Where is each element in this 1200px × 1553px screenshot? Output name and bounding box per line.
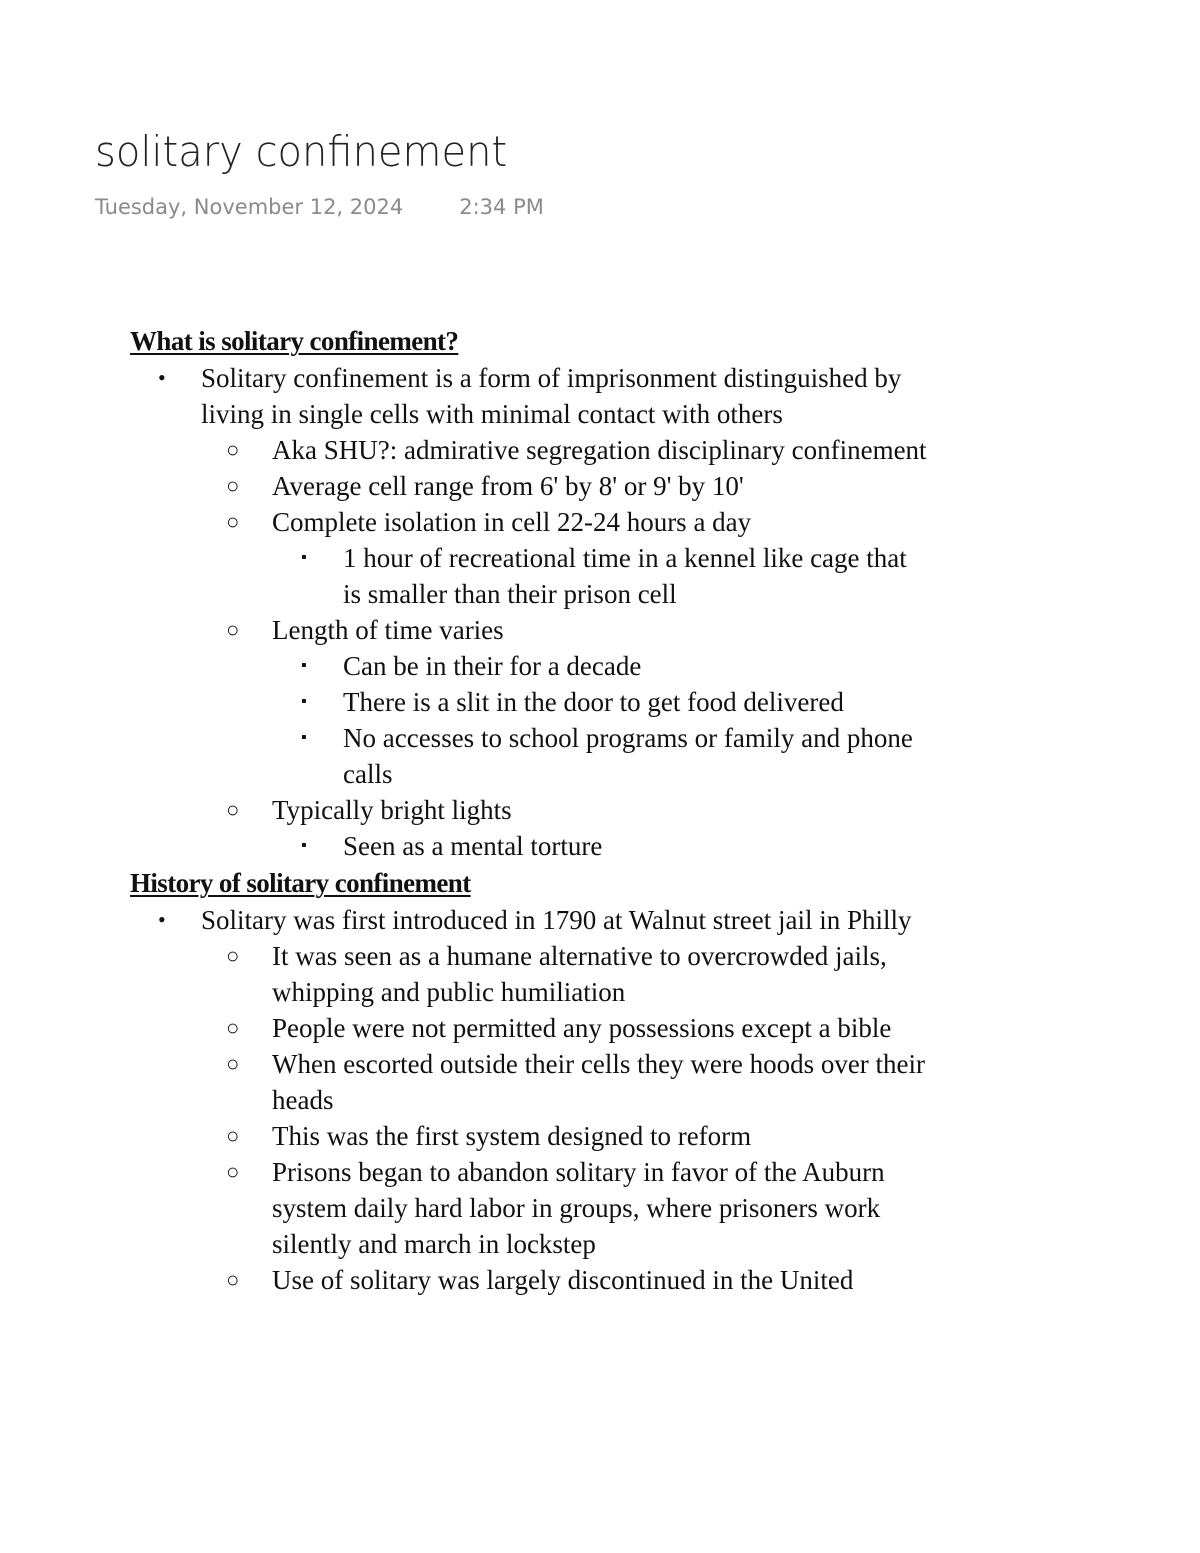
bullet-icon: ○: [226, 797, 240, 822]
bullet-icon: ▪: [301, 693, 307, 710]
list-item-text: There is a slit in the door to get food delivered: [343, 687, 844, 717]
list-item-text: Use of solitary was largely discontinued in the United: [272, 1265, 854, 1295]
list-item-text: Prisons began to abandon solitary in favor of the Auburn system daily hard labor in groups, where prisoners work silently and march in lockstep: [272, 1157, 885, 1259]
list-item[interactable]: [130, 432, 930, 468]
list-item-text: Seen as a mental torture: [343, 831, 603, 861]
bullet-icon: ○: [226, 1015, 240, 1040]
list-item[interactable]: [130, 720, 930, 792]
list-item[interactable]: [130, 1154, 930, 1262]
bullet-icon: ▪: [301, 657, 307, 674]
list-item-text: When escorted outside their cells they were hoods over their heads: [272, 1049, 926, 1115]
bullet-icon: ○: [226, 473, 240, 498]
list-item-text: It was seen as a humane alternative to overcrowded jails, whipping and public humiliation: [272, 941, 887, 1007]
list-item[interactable]: [130, 902, 930, 938]
page-title[interactable]: solitary confinement: [95, 128, 508, 177]
bullet-icon: ▪: [301, 549, 307, 566]
bullet-icon: ○: [226, 617, 240, 642]
list-item-text: Complete isolation in cell 22-24 hours a day: [272, 507, 752, 537]
list-item[interactable]: [130, 1262, 930, 1298]
list-item-text: People were not permitted any possessions except a bible: [272, 1013, 892, 1043]
list-item[interactable]: [130, 1010, 930, 1046]
bullet-icon: ○: [226, 1267, 240, 1292]
bullet-icon: ○: [226, 1123, 240, 1148]
bullet-icon: ○: [226, 437, 240, 462]
list-item[interactable]: [130, 792, 930, 828]
list-item-text: Typically bright lights: [272, 795, 512, 825]
list-item[interactable]: [130, 1046, 930, 1118]
bullet-icon: ○: [226, 509, 240, 534]
note-date: Tuesday, November 12, 2024: [95, 195, 404, 219]
bullet-icon: ▪: [301, 837, 307, 854]
list-item[interactable]: [130, 360, 930, 432]
list-item-text: This was the first system designed to reform: [272, 1121, 752, 1151]
section-heading[interactable]: What is solitary confinement?: [130, 326, 459, 356]
bullet-icon: ▪: [301, 729, 307, 746]
list-item-text: Length of time varies: [272, 615, 504, 645]
bullet-icon: •: [158, 365, 166, 390]
list-item[interactable]: [130, 540, 930, 612]
list-item[interactable]: [130, 504, 930, 540]
list-item-text: Solitary confinement is a form of imprisonment distinguished by living in single cells with minimal contact with others: [201, 363, 902, 429]
list-item[interactable]: [130, 1118, 930, 1154]
list-item[interactable]: [130, 612, 930, 648]
note-timestamp: [95, 195, 544, 219]
bullet-icon: ○: [226, 943, 240, 968]
list-item-text: Aka SHU?: admirative segregation disciplinary confinement: [272, 435, 927, 465]
outline-list: [130, 902, 930, 1298]
list-item-text: 1 hour of recreational time in a kennel like cage that is smaller than their prison cell: [343, 543, 907, 609]
list-item[interactable]: [130, 648, 930, 684]
note-time: 2:34 PM: [459, 195, 544, 219]
bullet-icon: •: [158, 907, 166, 932]
bullet-icon: ○: [226, 1051, 240, 1076]
list-item[interactable]: [130, 938, 930, 1010]
list-item[interactable]: [130, 468, 930, 504]
list-item-text: Average cell range from 6' by 8' or 9' by 10': [272, 471, 744, 501]
list-item[interactable]: [130, 828, 930, 864]
list-item-text: Solitary was first introduced in 1790 at Walnut street jail in Philly: [201, 905, 912, 935]
list-item-text: No accesses to school programs or family and phone calls: [343, 723, 913, 789]
note-body[interactable]: [130, 322, 930, 1432]
outline-list: [130, 360, 930, 864]
section-heading[interactable]: History of solitary confinement: [130, 868, 471, 898]
bullet-icon: ○: [226, 1159, 240, 1184]
list-item-text: Can be in their for a decade: [343, 651, 642, 681]
list-item[interactable]: [130, 684, 930, 720]
